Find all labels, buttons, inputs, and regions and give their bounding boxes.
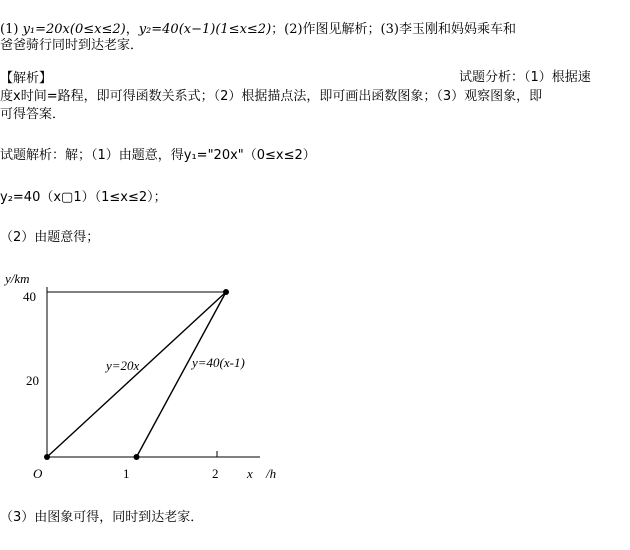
chart-marks [44, 289, 229, 460]
solution-line-4: （3）由图象可得，同时到达老家． [0, 510, 204, 525]
analysis-line-2: 度x时间=路程，即可得函数关系式；（2）根据描点法，即可画出函数图象；（3）观察图象，即 [0, 89, 543, 104]
function-graph [0, 265, 300, 500]
data-point-1 [44, 454, 50, 460]
x-tick-2: 2 [212, 466, 219, 481]
y-tick-20: 20 [26, 373, 39, 388]
series-line-1 [47, 292, 226, 457]
analysis-right-text: 试题分析：（1）根据速 [459, 70, 591, 85]
y-axis-label: y/km [5, 271, 30, 286]
answer-sep: ， [125, 22, 139, 37]
y-tick-40: 40 [23, 289, 36, 304]
answer-p1-prefix: (1) [0, 22, 19, 37]
answer-p2: ；(2)作图见解析；(3)李玉刚和妈妈乘车和 [271, 22, 516, 37]
line2-label: y=40(x-1) [192, 355, 245, 370]
data-point-2 [134, 454, 140, 460]
origin-label: O [33, 466, 43, 481]
analysis-heading: 【解析】 [0, 71, 53, 86]
solution-line1-eq: y₁="20x"（0≤x≤2） [183, 148, 316, 163]
answer-y1-formula: y₁=20x(0≤x≤2) [22, 22, 126, 37]
answer-line-1 [0, 22, 516, 38]
solution-line1-prefix: 试题解析：解；（1）由题意，得 [0, 148, 184, 163]
data-point-3 [223, 289, 229, 295]
analysis-line-3: 可得答案． [0, 107, 66, 122]
series-line-2 [137, 292, 227, 457]
line1-label: y=20x [106, 358, 140, 373]
solution-line-3: （2）由题意得； [0, 230, 100, 245]
solution-line-2: y₂=40（x▢1）（1≤x≤2）； [0, 190, 167, 205]
solution-line-1 [0, 148, 316, 164]
x-tick-1: 1 [123, 466, 130, 481]
answer-line-2: 爸爸骑行同时到达老家． [0, 38, 144, 53]
answer-y2-formula: y₂=40(x−1)(1≤x≤2) [138, 22, 272, 37]
x-axis-label: x [247, 466, 253, 481]
x-axis-unit: /h [266, 466, 277, 481]
